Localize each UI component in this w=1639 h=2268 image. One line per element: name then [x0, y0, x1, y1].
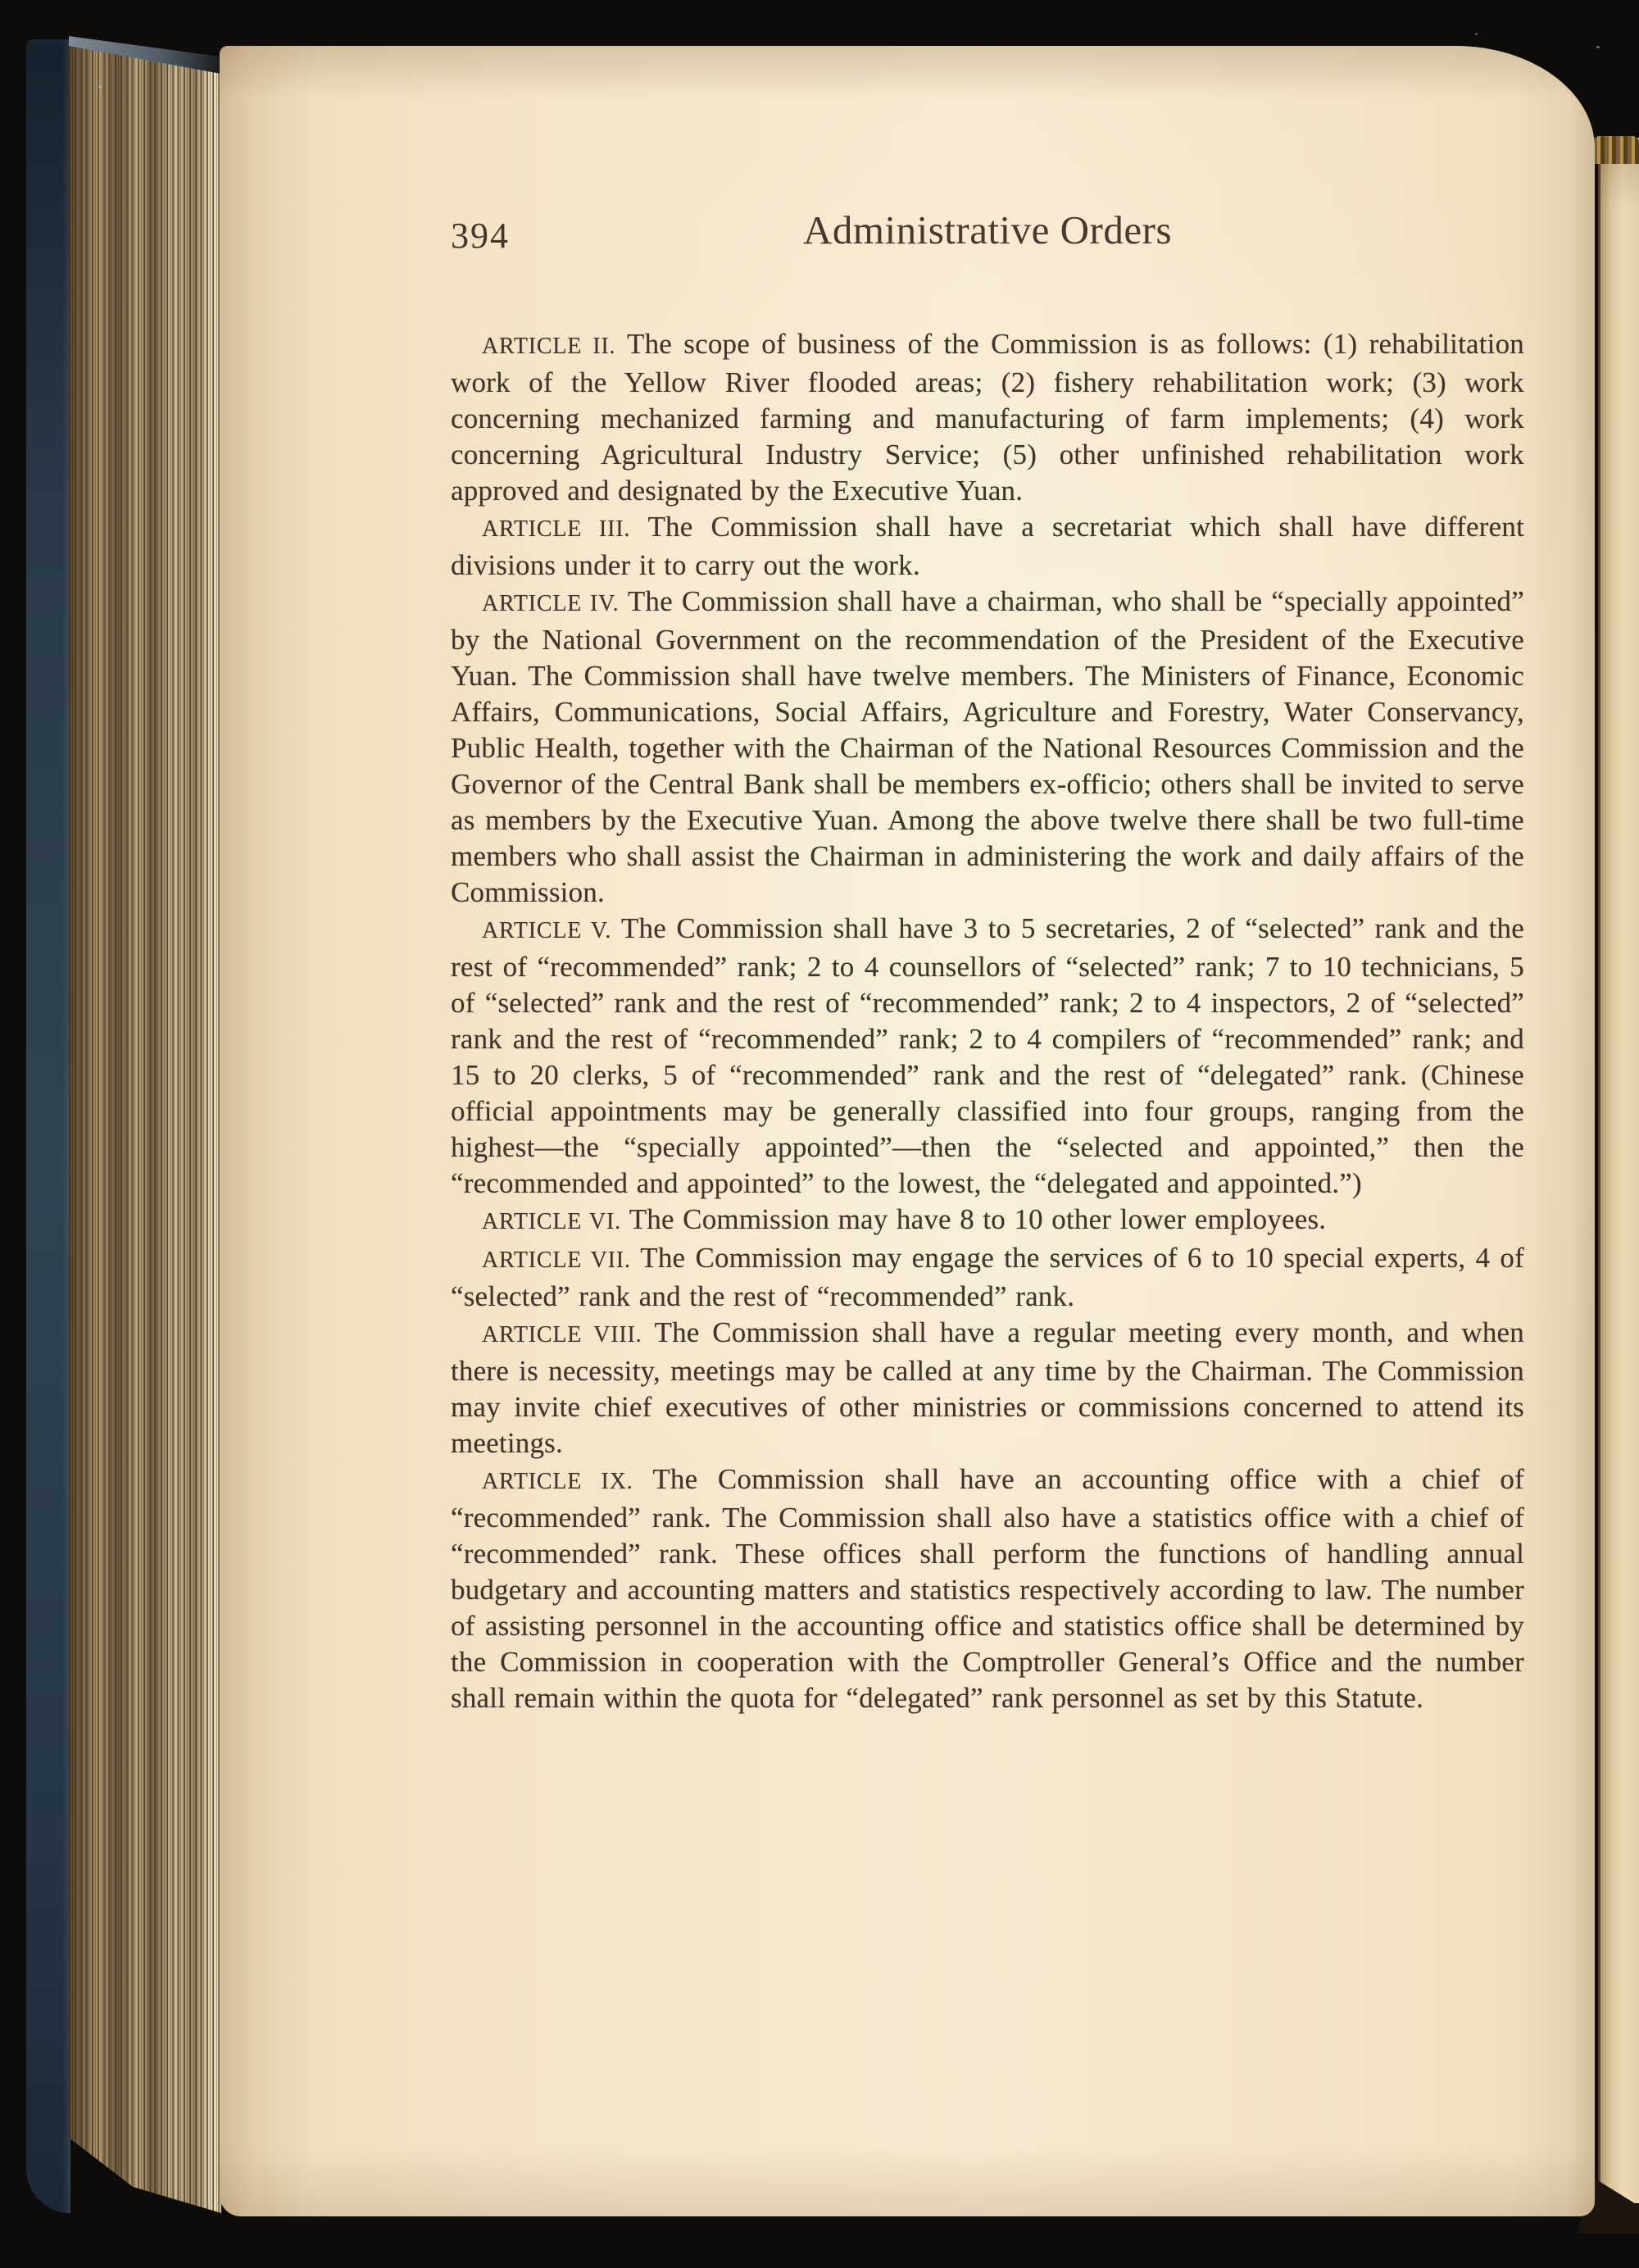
dust-speck — [1596, 46, 1600, 48]
article-label: ARTICLE VI. — [482, 1209, 621, 1234]
article-text: The Commission shall have a regular meeting every month, and when there is necessity, meetings may be called at any time by the Chairman. The Commission may invite chief executives of other ministries or commissions concerned to attend its meetings. — [451, 1316, 1524, 1459]
article-paragraph — [451, 1461, 1524, 1716]
page-content — [451, 207, 1524, 1714]
article-label: ARTICLE IV. — [482, 591, 620, 616]
dust-speck — [98, 85, 102, 89]
article-label: ARTICLE II. — [482, 334, 616, 359]
article-text: The Commission may engage the services of 6 to 10 special experts, 4 of “selected” rank and the rest of “recommended” rank. — [451, 1242, 1524, 1312]
article-paragraph — [451, 326, 1524, 509]
dust-speck — [1475, 33, 1478, 35]
article-paragraph — [451, 1240, 1524, 1315]
book-headband — [1593, 136, 1639, 164]
article-text: The Commission shall have an accounting office with a chief of “recommended” rank. The Commission shall also have a statistics office with a chief of “recommended” rank. These offices shall perform the functions of handling annual budgetary and accounting matters and statistics respectively according to law. The number of assisting personnel in the accounting office and statistics office shall be determined by the Commission in cooperation with the Comptroller General’s Office and the number shall remain within the quota for “delegated” rank personnel as set by this Statute. — [451, 1463, 1524, 1714]
article-text: The Commission shall have 3 to 5 secretaries, 2 of “selected” rank and the rest of “recommended” rank; 2 to 4 counsellors of “selected” rank; 7 to 10 technicians, 5 of “selected” rank and the rest of “recommended” rank; 2 to 4 inspectors, 2 of “selected” rank and the rest of “recommended” rank; 2 to 4 compilers of “recommended” rank; and 15 to 20 clerks, 5 of “recommended” rank and the rest of “delegated” rank. (Chinese official appointments may be generally classified into four groups, ranging from the highest—the “specially appointed”—then the “selected and appointed,” then the “recommended and appointed” to the lowest, the “delegated and appointed.”) — [451, 912, 1524, 1199]
article-label: ARTICLE VII. — [482, 1248, 631, 1273]
article-label: ARTICLE V. — [482, 918, 612, 943]
article-paragraph — [451, 1202, 1524, 1240]
article-label: ARTICLE III. — [482, 516, 631, 542]
book-cover-spine — [26, 39, 70, 2213]
facing-page-edge — [1598, 138, 1639, 2203]
article-text: The Commission shall have a chairman, who shall be “specially appointed” by the National Government on the recommendation of the President of the Executive Yuan. The Commission shall have twelve members. The Ministers of Finance, Economic Affairs, Communications, Social Affairs, Agriculture and Forestry, Water Conservancy, Public Health, together with the Chairman of the National Resources Commission and the Governor of the Central Bank shall be members ex-officio; others shall be invited to serve as members by the Executive Yuan. Among the above twelve there shall be two full-time members who shall assist the Chairman in administering the work and daily affairs of the Commission. — [451, 585, 1524, 908]
page-edge-stack — [69, 39, 221, 2213]
article-label: ARTICLE IX. — [482, 1469, 633, 1494]
article-text: The scope of business of the Commission is as follows: (1) rehabilitation work of the Yellow River flooded areas; (2) fishery rehabilitation work; (3) work concerning mechanized farming and manufacturing of farm implements; (4) work concerning Agricultural Industry Service; (5) other unfinished rehabilitation work approved and designated by the Executive Yuan. — [451, 328, 1524, 507]
article-paragraph — [451, 911, 1524, 1202]
page-title: Administrative Orders — [802, 207, 1173, 252]
article-label: ARTICLE VIII. — [482, 1322, 642, 1348]
article-text: The Commission shall have a secretariat which shall have different divisions under it to carry out the work. — [451, 511, 1524, 581]
articles — [451, 326, 1524, 1716]
page-number: 394 — [451, 216, 510, 256]
article-paragraph — [451, 1315, 1524, 1461]
article-paragraph — [451, 584, 1524, 911]
article-paragraph — [451, 509, 1524, 584]
article-text: The Commission may have 8 to 10 other lower employees. — [620, 1203, 1327, 1235]
book-page — [220, 46, 1595, 2216]
running-head — [451, 207, 1524, 264]
